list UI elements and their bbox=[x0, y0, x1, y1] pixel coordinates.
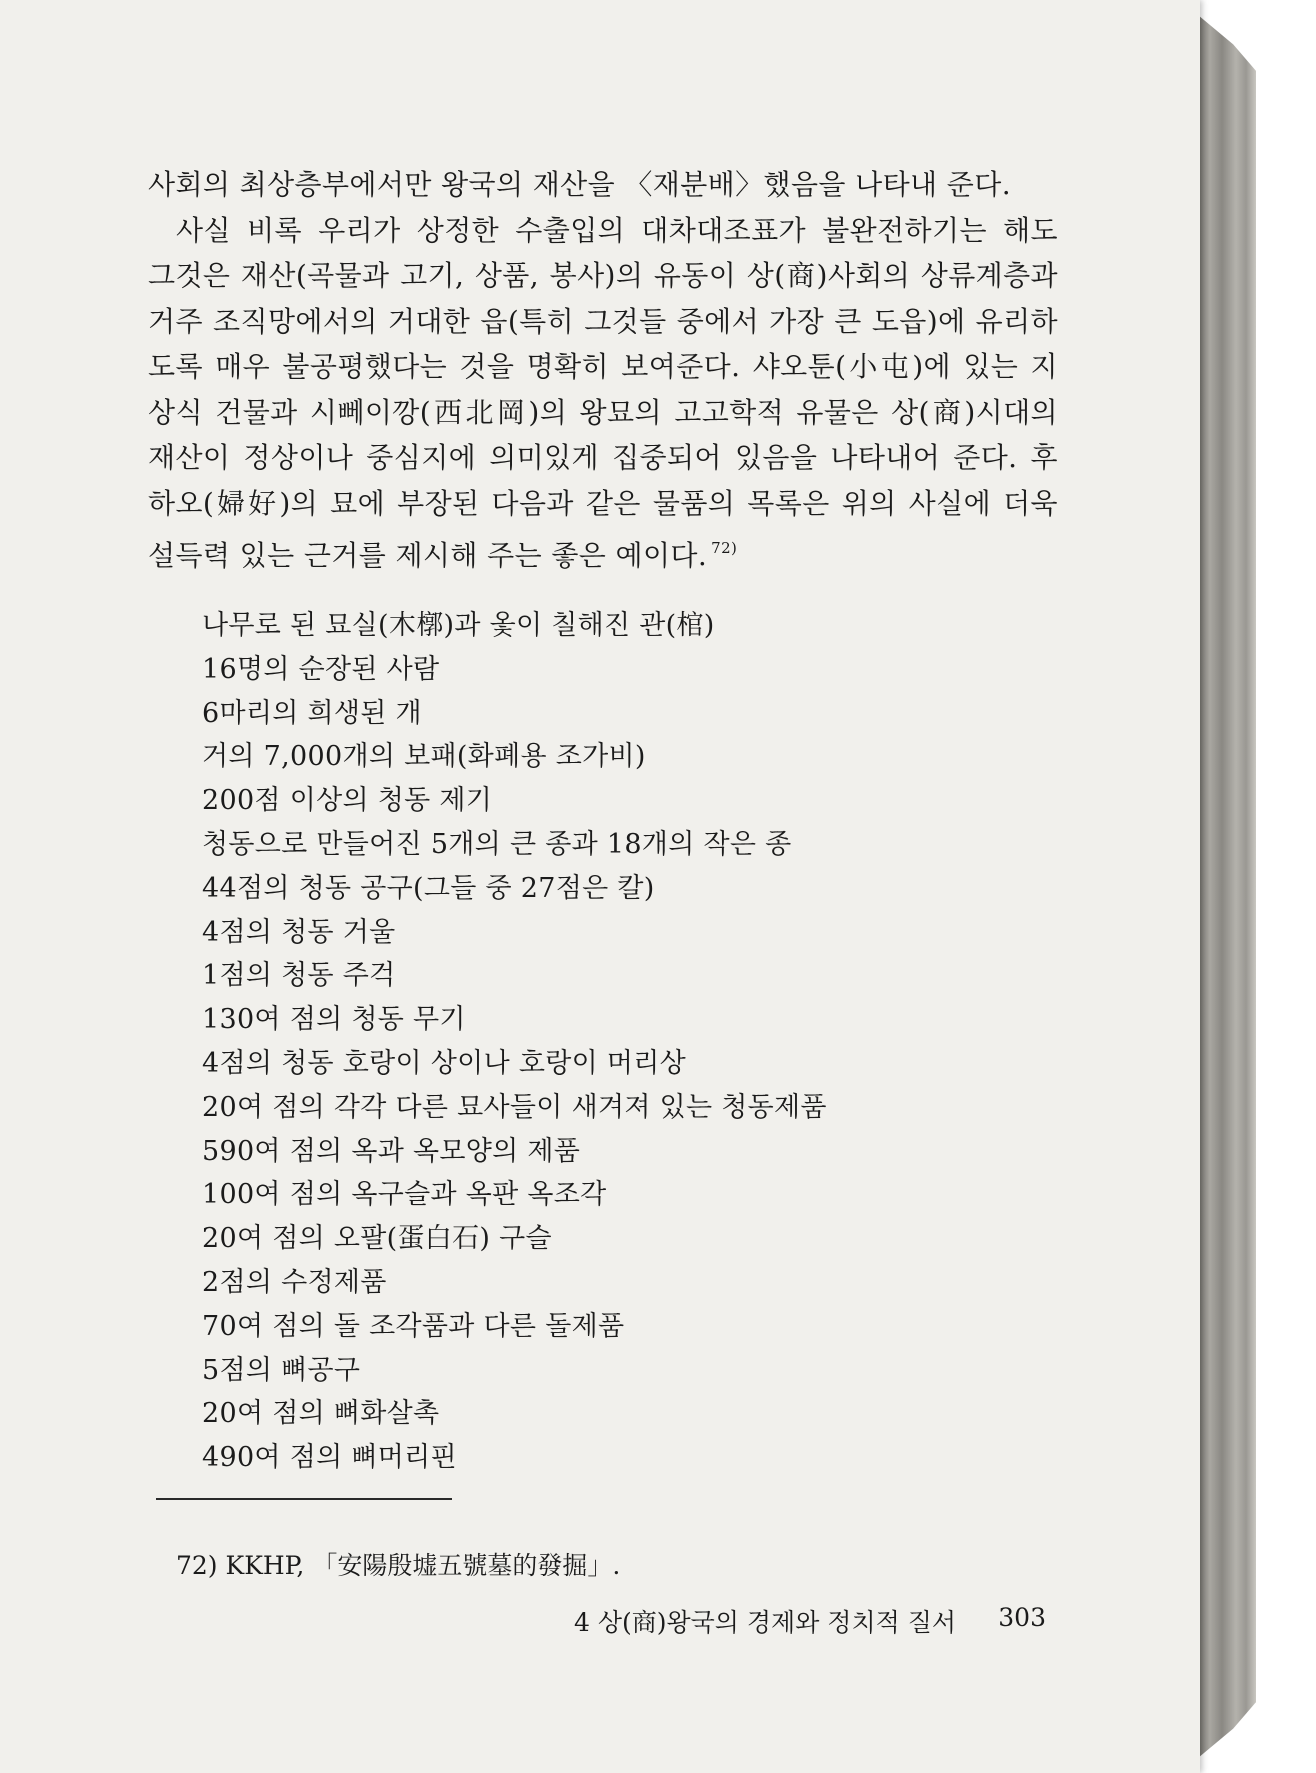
list-item: 44점의 청동 공구(그들 중 27점은 칼) bbox=[202, 872, 655, 904]
running-footer bbox=[574, 1603, 1046, 1639]
page-number: 303 bbox=[998, 1603, 1046, 1632]
list-item: 2점의 수정제품 bbox=[202, 1266, 387, 1298]
body-line: 상식 건물과 시뻬이깡(西北岡)의 왕묘의 고고학적 유물은 상(商)시대의 bbox=[148, 395, 1058, 429]
list-item: 490여 점의 뼈머리핀 bbox=[202, 1442, 457, 1474]
footnote-divider bbox=[156, 1498, 452, 1500]
list-item: 16명의 순장된 사람 bbox=[202, 653, 440, 685]
body-line: 재산이 정상이나 중심지에 의미있게 집중되어 있음을 나타내어 준다. 후 bbox=[148, 441, 1058, 474]
list-item: 1점의 청동 주걱 bbox=[202, 960, 396, 992]
list-item: 20여 점의 각각 다른 묘사들이 새겨져 있는 청동제품 bbox=[202, 1091, 827, 1123]
list-item: 200점 이상의 청동 제기 bbox=[202, 785, 493, 817]
body-line: 하오(婦好)의 묘에 부장된 다음과 같은 물품의 목록은 위의 사실에 더욱 bbox=[148, 486, 1058, 520]
list-item: 4점의 청동 거울 bbox=[202, 916, 396, 948]
list-item: 거의 7,000개의 보패(화폐용 조가비) bbox=[202, 741, 646, 773]
grave-goods-list bbox=[202, 604, 1022, 1480]
body-line: 사실 비록 우리가 상정한 수출입의 대차대조표가 불완전하기는 해도 bbox=[176, 213, 1058, 247]
list-item: 20여 점의 뼈화살촉 bbox=[202, 1398, 440, 1430]
list-item: 4점의 청동 호랑이 상이나 호랑이 머리상 bbox=[202, 1047, 687, 1079]
list-item: 130여 점의 청동 무기 bbox=[202, 1004, 466, 1036]
list-item: 청동으로 만들어진 5개의 큰 종과 18개의 작은 종 bbox=[202, 828, 792, 860]
chapter-title: 4 상(商)왕국의 경제와 정치적 질서 bbox=[574, 1608, 957, 1637]
list-item: 나무로 된 묘실(木槨)과 옻이 칠해진 관(棺) bbox=[202, 610, 715, 641]
body-line-last bbox=[148, 526, 1058, 572]
body-line: 설득력 있는 근거를 제시해 주는 좋은 예이다. bbox=[148, 539, 708, 572]
body-line: 사회의 최상층부에서만 왕국의 재산을 〈재분배〉했음을 나타내 준다. bbox=[148, 168, 1012, 201]
body-text bbox=[148, 162, 1058, 572]
list-item: 70여 점의 돌 조각품과 다른 돌제품 bbox=[202, 1310, 625, 1342]
list-item: 20여 점의 오팔(蛋白石) 구슬 bbox=[202, 1223, 552, 1255]
list-item: 6마리의 희생된 개 bbox=[202, 697, 422, 729]
body-line: 거주 조직망에서의 거대한 읍(특히 그것들 중에서 가장 큰 도읍)에 유리하 bbox=[148, 304, 1058, 338]
body-line: 도록 매우 불공평했다는 것을 명확히 보여준다. 샤오툰(小屯)에 있는 지 bbox=[148, 350, 1058, 383]
body-line: 그것은 재산(곡물과 고기, 상품, 봉사)의 유동이 상(商)사회의 상류계층과 bbox=[148, 259, 1058, 292]
footnote-reference[interactable]: 72) bbox=[711, 539, 738, 557]
list-item: 5점의 뼈공구 bbox=[202, 1354, 361, 1386]
list-item: 100여 점의 옥구슬과 옥판 옥조각 bbox=[202, 1179, 607, 1211]
list-item: 590여 점의 옥과 옥모양의 제품 bbox=[202, 1135, 581, 1167]
footnote: 72) KKHP, 「安陽殷墟五號墓的發掘」. bbox=[176, 1551, 621, 1580]
